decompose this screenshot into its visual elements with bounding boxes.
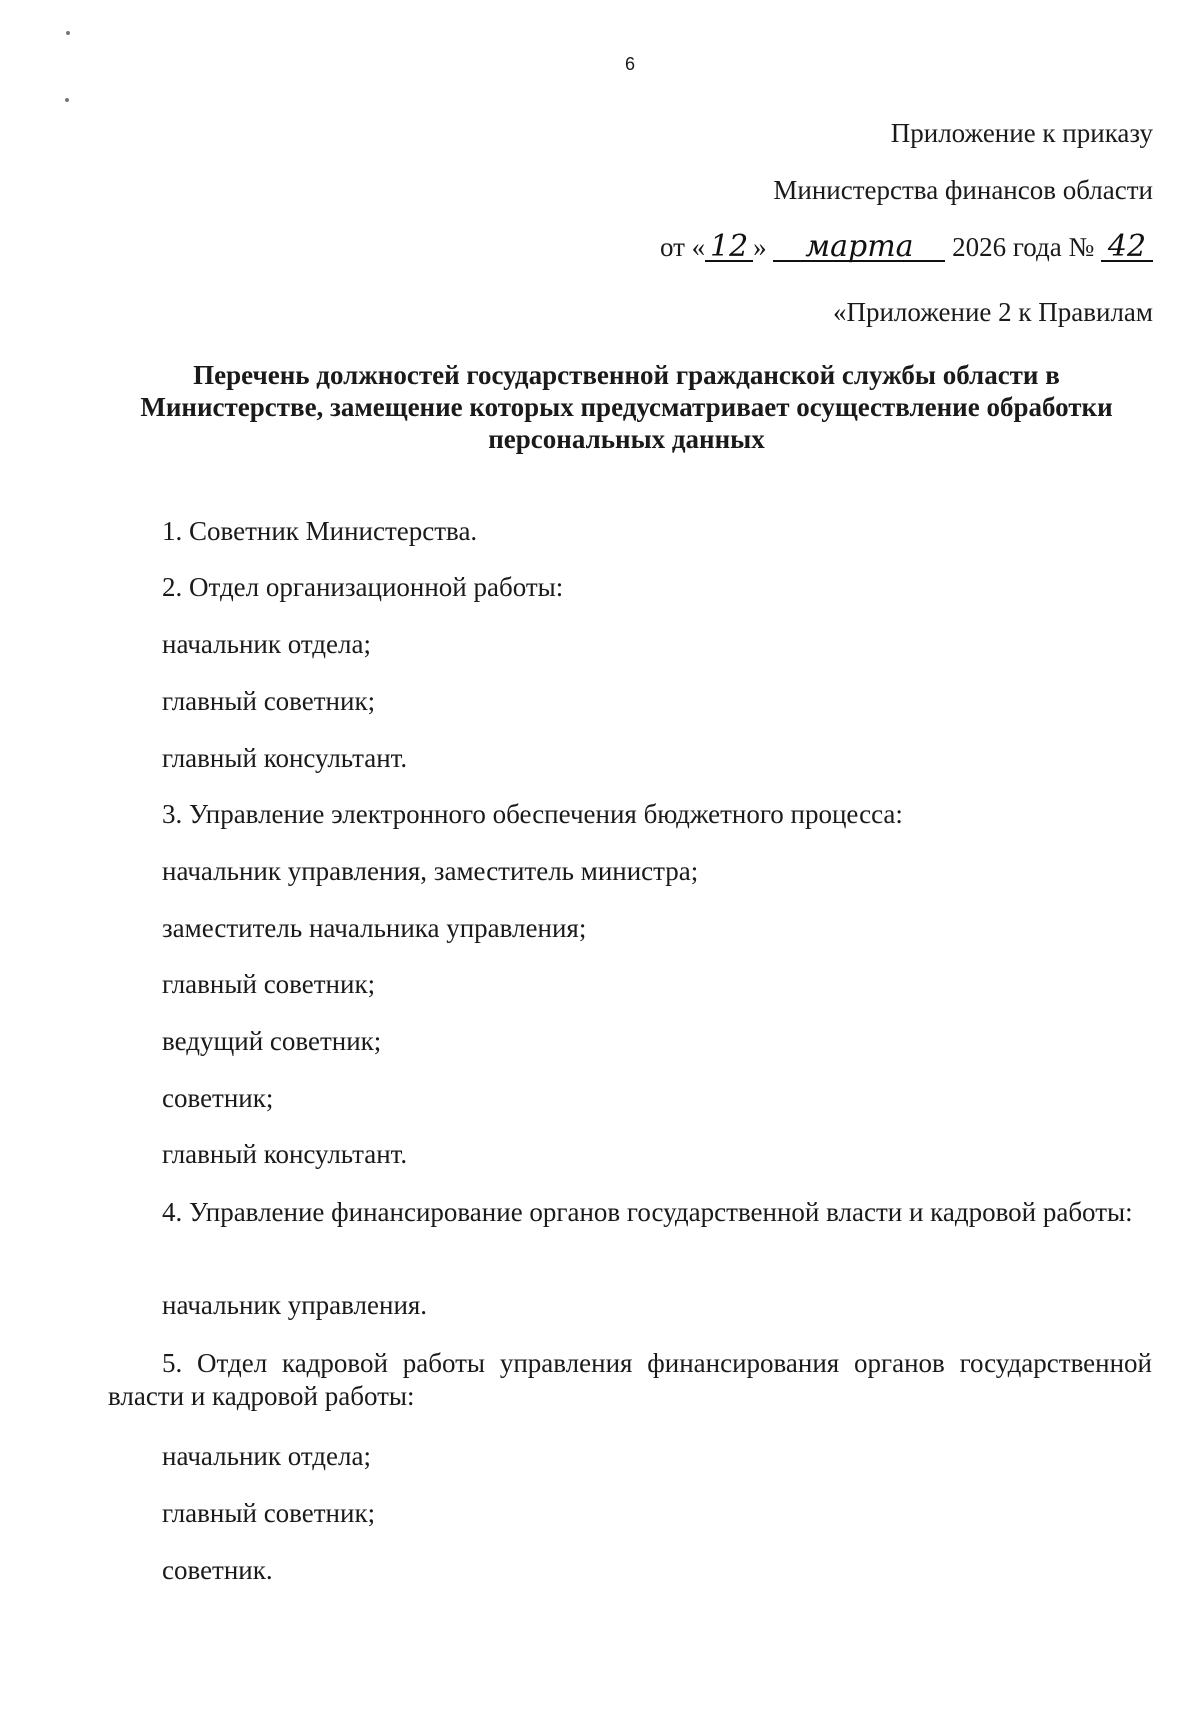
appendix-header-line1: Приложение к приказу (890, 118, 1153, 148)
document-title: Перечень должностей государственной гражданской службы области в Министерстве, замещение которых предусматривает осуществление обработки персональных данных (140, 360, 1113, 454)
list-item: советник. (162, 1555, 273, 1585)
list-item: главный консультант. (162, 743, 408, 773)
list-item-paragraph: 4. Управление финансирование органов государственной власти и кадровой работы: (162, 1197, 1133, 1227)
list-item: 3. Управление электронного обеспечения бюджетного процесса: (162, 799, 903, 829)
list-item: главный советник; (162, 1498, 376, 1528)
list-item: 1. Советник Министерства. (162, 516, 478, 546)
list-item: начальник управления. (162, 1290, 428, 1320)
list-item: главный советник; (162, 969, 376, 999)
list-item: начальник отдела; (162, 629, 371, 659)
appendix-header-line4: «Приложение 2 к Правилам (832, 297, 1153, 327)
date-mid: » (753, 232, 767, 262)
list-item: 2. Отдел организационной работы: (162, 572, 564, 602)
date-prefix: от « (659, 232, 706, 262)
list-item: главный консультант. (162, 1139, 408, 1169)
list-item-paragraph: 5. Отдел кадровой работы управления финансирования органов государственной власти и кадровой работы: (108, 1348, 1152, 1411)
list-item: начальник отдела; (162, 1441, 371, 1471)
list-item: заместитель начальника управления; (162, 913, 587, 943)
scan-speck (65, 98, 69, 102)
handwritten-month: марта (773, 234, 945, 262)
handwritten-day: 12 (705, 234, 753, 262)
date-year: 2026 года № (952, 232, 1095, 262)
list-item: начальник управления, заместитель министра; (162, 856, 699, 886)
appendix-header-line2: Министерства финансов области (773, 175, 1153, 205)
scan-speck (66, 31, 70, 35)
appendix-header-date-line (659, 229, 1153, 264)
list-item: главный советник; (162, 686, 376, 716)
list-item: ведущий советник; (162, 1026, 382, 1056)
page-number: 6 (624, 54, 635, 74)
list-item: советник; (162, 1083, 274, 1113)
handwritten-order-number: 42 (1101, 234, 1153, 262)
